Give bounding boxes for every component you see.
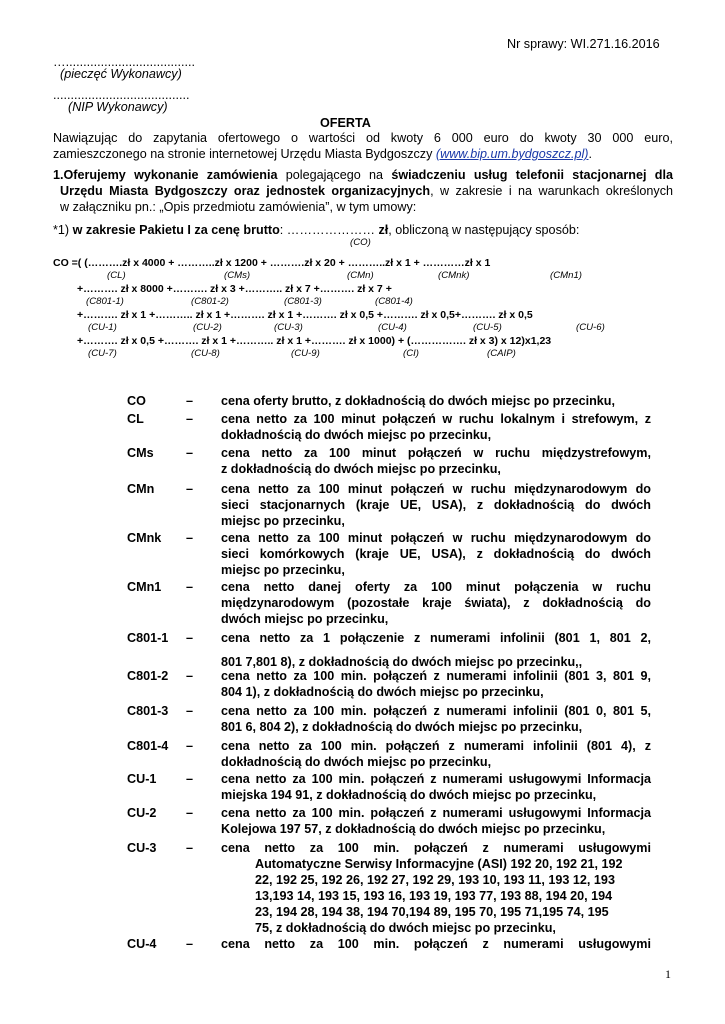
definition-term: CL	[127, 412, 144, 426]
definition-dash: –	[186, 937, 194, 951]
definition-description	[221, 805, 651, 837]
section1-line-3: w załączniku pn.: „Opis przedmiotu zamówienia”, w tym umowy:	[60, 200, 417, 214]
section1-line2-bold: Urzędu Miasta Bydgoszczy oraz jednostek organizacyjnych	[60, 184, 431, 198]
definition-dash: –	[186, 669, 194, 683]
definition-line: cena netto za 100 minut połączeń w ruchu międzynarodowym do	[221, 531, 651, 545]
case-number: Nr sprawy: WI.271.16.2016	[507, 37, 660, 51]
formula-line-4: +………. zł x 0,5 +………. zł x 1 +……….. zł x 1 +………. zł x 1000) + (……………. zł x 3) x 12)x1,23	[77, 335, 552, 347]
formula-line-1: CO =( (……….zł x 4000 + ………..zł x 1200 + ……….zł x 20 + ………..zł x 1 + …………zł x 1	[53, 257, 491, 269]
definition-line: miejsc po przecinku,	[221, 563, 345, 577]
package-rest2: , obliczoną w następujący sposób:	[388, 223, 580, 237]
definition-term: CU-3	[127, 841, 157, 855]
definition-line: międzynarodowym (pozostałe kraje świata), z dokładnością do	[221, 596, 651, 610]
package-bold: w zakresie Pakietu I za cenę brutto	[72, 223, 280, 237]
formula-label-cu-9: (CU-9)	[291, 348, 320, 359]
formula-line-2: +………. zł x 8000 +………. zł x 3 +……….. zł x 7 +………. zł x 7 +	[77, 283, 392, 295]
section1-line-2	[60, 184, 673, 199]
definition-line: cena netto za 100 minut połączeń w ruchu międzystrefowym,	[221, 446, 651, 460]
definition-term: C801-3	[127, 704, 169, 718]
definition-dash: –	[186, 412, 194, 426]
definition-line: cena netto za 100 min. połączeń z numerami infolinii (801 3, 801 9,	[221, 669, 651, 683]
definition-line: z dokładnością do dwóch miejsc po przecinku,	[221, 462, 501, 476]
definition-description	[221, 579, 651, 627]
definition-dash: –	[186, 841, 194, 855]
formula-label-cms: (CMs)	[224, 270, 251, 281]
intro-line-2	[53, 147, 592, 162]
nip-label: (NIP Wykonawcy)	[68, 100, 168, 114]
definition-term: CMn	[127, 482, 155, 496]
definition-term: CU-4	[127, 937, 157, 951]
definition-description	[221, 481, 651, 529]
intro-line-2-end: .	[588, 147, 592, 161]
bip-link[interactable]: (www.bip.um.bydgoszcz.pl)	[435, 147, 589, 161]
definition-dash: –	[186, 580, 194, 594]
definition-line: 23, 194 28, 194 38, 194 70,194 89, 195 70, 195 71,195 74, 195	[255, 905, 609, 919]
definition-description	[221, 393, 651, 409]
definition-line: 801 6, 804 2), z dokładnością do dwóch miejsc po przecinku,	[221, 720, 583, 734]
stamp-label: (pieczęć Wykonawcy)	[60, 67, 182, 81]
section1-line-1	[53, 168, 673, 183]
formula-label-cmnk: (CMnk)	[438, 270, 470, 281]
definition-line: cena netto za 100 minut połączeń w ruchu międzynarodowym do	[221, 482, 651, 496]
formula-label-cu-1: (CU-1)	[88, 322, 117, 333]
definition-line: cena netto za 100 min. połączeń z numerami infolinii (801 0, 801 5,	[221, 704, 651, 718]
definition-term: CO	[127, 394, 146, 408]
definition-term: C801-2	[127, 669, 169, 683]
formula-label-cu-6: (CU-6)	[576, 322, 605, 333]
formula-line-3: +………. zł x 1 +……….. zł x 1 +………. zł x 1 +………. zł x 0,5 +………. zł x 0,5+………. zł x 0,5	[77, 309, 533, 321]
definition-term: CU-2	[127, 806, 157, 820]
definition-line: cena netto za 100 minut połączeń w ruchu lokalnym i strefowym, z	[221, 412, 651, 426]
section1-num: 1.	[53, 168, 64, 182]
definition-line: Kolejowa 197 57, z dokładnością do dwóch miejsc po przecinku,	[221, 822, 606, 836]
formula-label-c801-2: (C801-2)	[191, 296, 229, 307]
formula-label-cu-5: (CU-5)	[473, 322, 502, 333]
package-rest: : …………………	[279, 223, 379, 237]
section1-line2-rest: , w zakresie i na warunkach określonych	[430, 184, 673, 198]
section1-bold-2: świadczeniu usług telefonii stacjonarnej dla	[391, 168, 674, 182]
formula-label-caip: (CAIP)	[487, 348, 516, 359]
page-number: 1	[665, 967, 671, 981]
definition-dash: –	[186, 806, 194, 820]
definition-line: cena netto za 1 połączenie z numerami infolinii (801 1, 801 2,	[221, 631, 651, 645]
definition-description	[221, 703, 651, 735]
definition-line: dokładnością do dwóch miejsc po przecinku,	[221, 755, 492, 769]
definition-term: CMs	[127, 446, 154, 460]
definition-line: miejska 194 91, z dokładnością do dwóch miejsc po przecinku,	[221, 788, 597, 802]
definition-dash: –	[186, 772, 194, 786]
definition-line: cena netto za 100 min. połączeń z numerami usługowymi	[221, 841, 651, 855]
formula-label-cl: (CL)	[107, 270, 126, 281]
formula-label-cmn: (CMn)	[347, 270, 374, 281]
definition-dash: –	[186, 739, 194, 753]
definition-line: 801 7,801 8), z dokładnością do dwóch miejsc po przecinku,,	[221, 655, 583, 669]
document-title: OFERTA	[320, 116, 371, 130]
definition-dash: –	[186, 394, 194, 408]
definition-term: CMnk	[127, 531, 162, 545]
section1-text-1: polegającego na	[277, 168, 392, 182]
intro-line-2-text: zamieszczonego na stronie internetowej Urzędu Miasta Bydgoszczy	[53, 147, 436, 161]
formula-label-c801-1: (C801-1)	[86, 296, 124, 307]
definition-line: 13,193 14, 193 15, 193 16, 193 19, 193 77, 193 88, 194 20, 194	[255, 889, 613, 903]
definition-description	[221, 738, 651, 770]
definition-line: Automatyczne Serwisy Informacyjne (ASI) 192 20, 192 21, 192	[255, 857, 623, 871]
formula-label-cu-8: (CU-8)	[191, 348, 220, 359]
formula-label-c801-4: (C801-4)	[375, 296, 413, 307]
definition-term: C801-4	[127, 739, 169, 753]
formula-label-cmn1: (CMn1)	[550, 270, 582, 281]
definition-description	[221, 630, 651, 670]
formula-label-cu-3: (CU-3)	[274, 322, 303, 333]
package-line	[53, 223, 579, 238]
definition-description	[221, 840, 651, 936]
definition-line: cena netto danej oferty za 100 minut połączenia w ruchu	[221, 580, 651, 594]
definition-line: cena netto za 100 min. połączeń z numerami usługowymi Informacja	[221, 772, 651, 786]
formula-label-ci: (CI)	[403, 348, 419, 359]
definition-dash: –	[186, 482, 194, 496]
definition-line: cena netto za 100 min. połączeń z numerami infolinii (801 4), z	[221, 739, 651, 753]
definition-dash: –	[186, 631, 194, 645]
section1-bold-1: Oferujemy wykonanie zamówienia	[63, 168, 278, 182]
stamp-dots: ….....................................	[53, 55, 196, 69]
definition-description	[221, 936, 651, 952]
formula-label-cu-2: (CU-2)	[193, 322, 222, 333]
definition-line: cena netto za 100 min. połączeń z numerami usługowymi	[221, 937, 651, 951]
definition-line: sieci komórkowych (kraje UE, USA), z dokładnością do dwóch	[221, 547, 651, 561]
intro-line-1: Nawiązując do zapytania ofertowego o wartości od kwoty 6 000 euro do kwoty 30 000 euro,	[53, 131, 673, 145]
definition-line: sieci stacjonarnych (kraje UE, USA), z dokładnością do dwóch	[221, 498, 651, 512]
definition-term: CMn1	[127, 580, 162, 594]
package-prefix: *1)	[53, 223, 73, 237]
definition-description	[221, 771, 651, 803]
definition-description	[221, 411, 651, 443]
definition-dash: –	[186, 704, 194, 718]
definition-description	[221, 668, 651, 700]
definition-line: 804 1), z dokładnością do dwóch miejsc po przecinku,	[221, 685, 544, 699]
package-zl: zł	[378, 223, 389, 237]
definition-term: C801-1	[127, 631, 169, 645]
nip-dots: .......................................	[53, 88, 190, 102]
definition-line: dwóch miejsc po przecinku,	[221, 612, 389, 626]
definition-description	[221, 445, 651, 477]
definition-line: 75, z dokładnością do dwóch miejsc po przecinku,	[255, 921, 556, 935]
definition-line: cena oferty brutto, z dokładnością do dwóch miejsc po przecinku,	[221, 394, 615, 408]
formula-label-cu-4: (CU-4)	[378, 322, 407, 333]
definition-description	[221, 530, 651, 578]
definition-line: cena netto za 100 min. połączeń z numerami usługowymi Informacja	[221, 806, 651, 820]
definition-dash: –	[186, 531, 194, 545]
definition-term: CU-1	[127, 772, 157, 786]
formula-label-cu-7: (CU-7)	[88, 348, 117, 359]
definition-line: dokładnością do dwóch miejsc po przecinku,	[221, 428, 492, 442]
definition-line: 22, 192 25, 192 26, 192 27, 192 29, 193 10, 193 11, 193 12, 193	[255, 873, 615, 887]
definition-dash: –	[186, 446, 194, 460]
definition-line: miejsc po przecinku,	[221, 514, 345, 528]
formula-label-c801-3: (C801-3)	[284, 296, 322, 307]
co-label: (CO)	[350, 237, 371, 248]
